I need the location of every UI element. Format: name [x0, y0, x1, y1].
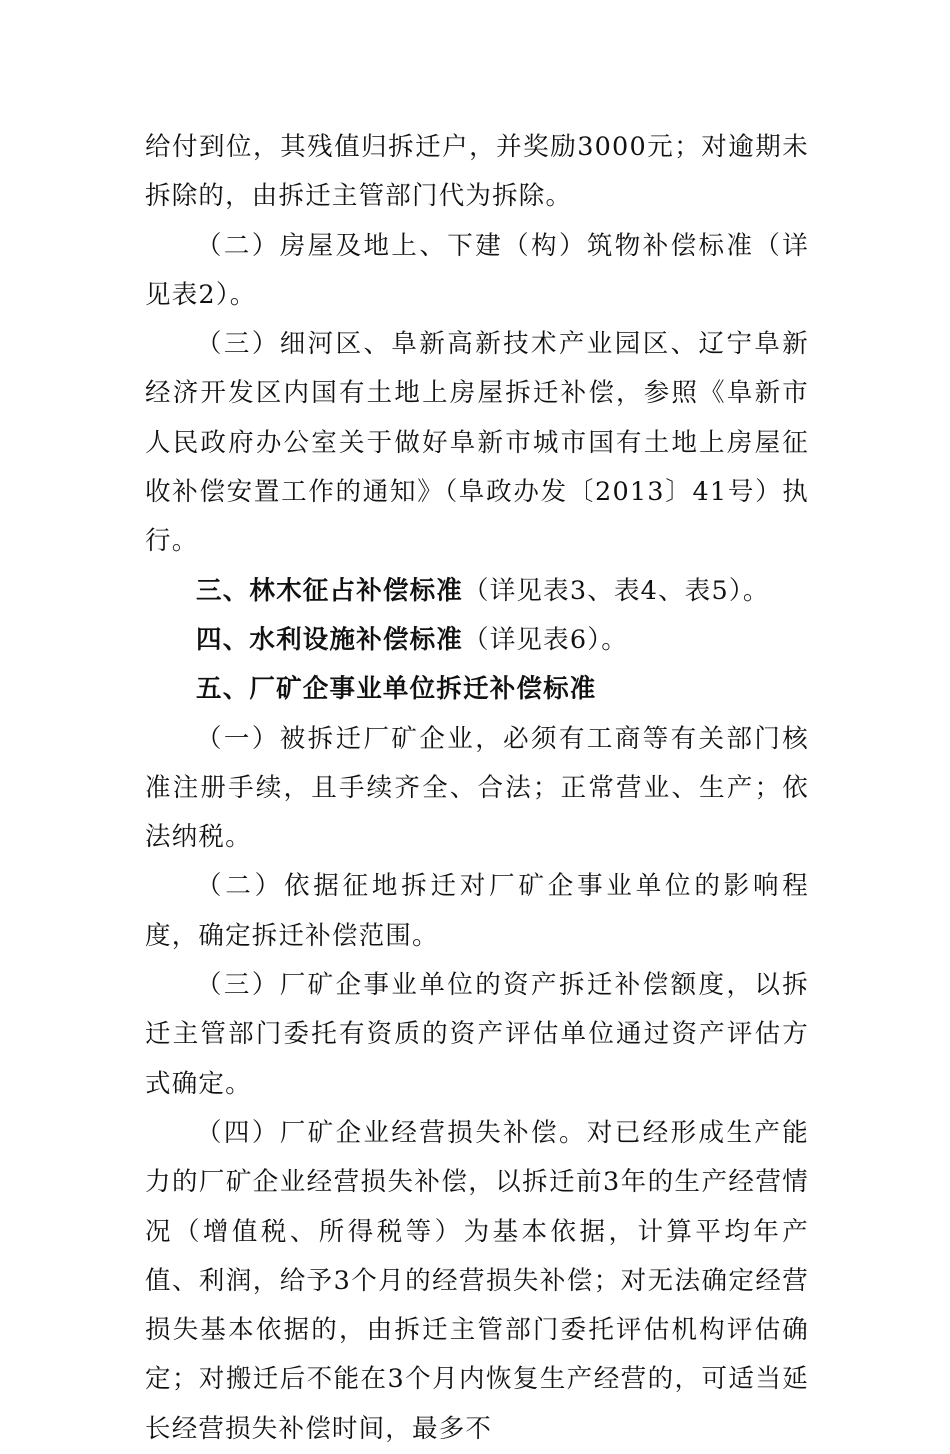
paragraph-asset-assessment: （三）厂矿企事业单位的资产拆迁补偿额度，以拆迁主管部门委托有资质的资产评估单位通过资产评估方式确定。 — [145, 970, 809, 1099]
paragraph-compensation-scope: （二）依据征地拆迁对厂矿企事业单位的影响程度，确定拆迁补偿范围。 — [145, 871, 809, 951]
paragraph-enterprise-registration: （一）被拆迁厂矿企业，必须有工商等有关部门核准注册手续，且手续齐全、合法；正常营业、生产；依法纳税。 — [145, 723, 809, 853]
section-heading-water: 四、水利设施补偿标准 — [196, 624, 464, 655]
water-table-reference: （详见表6）。 — [463, 624, 628, 655]
paragraph-state-land-compensation: （三）细河区、阜新高新技术产业园区、辽宁阜新经济开发区内国有土地上房屋拆迁补偿，参照《阜新市人民政府办公室关于做好阜新市城市国有土地上房屋征收补偿安置工作的通知》（阜政办发〔2013〕41号）执行。 — [145, 329, 809, 557]
document-page — [145, 123, 809, 1454]
paragraph-continuation: 给付到位，其残值归拆迁户，并奖励3000元；对逾期未拆除的，由拆迁主管部门代为拆除。 — [145, 132, 809, 212]
forest-table-reference: （详见表3、表4、表5）。 — [463, 575, 770, 606]
paragraph-business-loss: （四）厂矿企业经营损失补偿。对已经形成生产能力的厂矿企业经营损失补偿，以拆迁前3年的生产经营情况（增值税、所得税等）为基本依据，计算平均年产值、利润，给予3个月的经营损失补偿；对无法确定经营损失基本依据的，由拆迁主管部门委托评估机构评估确定；对搬迁后不能在3个月内恢复生产经营的，可适当延长经营损失补偿时间，最多不 — [145, 1117, 809, 1444]
section-heading-forest: 三、林木征占补偿标准 — [196, 575, 464, 606]
paragraph-forest-standard — [145, 567, 809, 616]
paragraph-house-standard: （二）房屋及地上、下建（构）筑物补偿标准（详见表2）。 — [145, 230, 809, 310]
paragraph-water-standard — [145, 616, 809, 665]
paragraph-enterprise-heading — [145, 665, 809, 714]
section-heading-enterprise: 五、厂矿企事业单位拆迁补偿标准 — [196, 674, 597, 705]
